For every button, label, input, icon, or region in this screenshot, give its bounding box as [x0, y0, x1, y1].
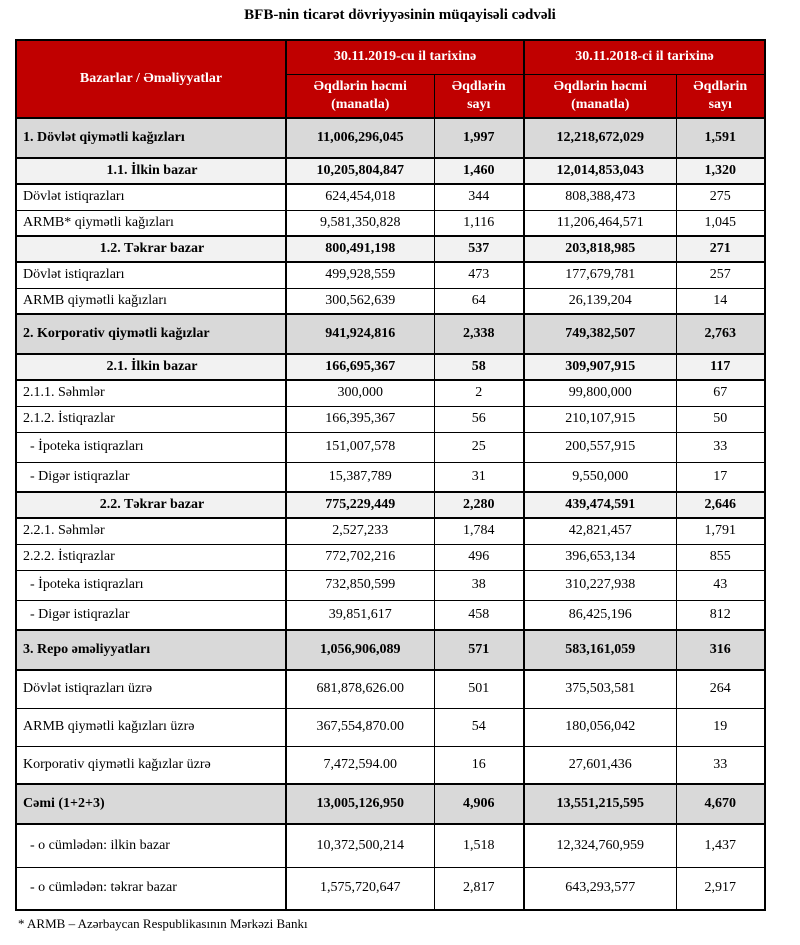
table-row	[16, 158, 765, 184]
table-row	[16, 824, 765, 867]
cell-value: 54	[434, 708, 524, 746]
cell-value: 310,227,938	[524, 570, 676, 600]
cell-value: 1,518	[434, 824, 524, 867]
cell-value: 344	[434, 184, 524, 210]
cell-value: 26,139,204	[524, 288, 676, 314]
cell-value: 2,280	[434, 492, 524, 518]
cell-value: 210,107,915	[524, 406, 676, 432]
cell-value: 309,907,915	[524, 354, 676, 380]
row-label: - Digər istiqrazlar	[16, 600, 286, 630]
cell-value: 1,045	[676, 210, 765, 236]
cell-value: 12,218,672,029	[524, 118, 676, 158]
row-label: - o cümlədən: ilkin bazar	[16, 824, 286, 867]
cell-value: 39,851,617	[286, 600, 434, 630]
cell-value: 42,821,457	[524, 518, 676, 544]
cell-value: 808,388,473	[524, 184, 676, 210]
cell-value: 56	[434, 406, 524, 432]
cell-value: 732,850,599	[286, 570, 434, 600]
cell-value: 396,653,134	[524, 544, 676, 570]
table-row	[16, 492, 765, 518]
cell-value: 583,161,059	[524, 630, 676, 670]
row-label: - Digər istiqrazlar	[16, 462, 286, 492]
row-label: Dövlət istiqrazları	[16, 184, 286, 210]
table-row	[16, 462, 765, 492]
table-body	[16, 118, 765, 910]
cell-value: 473	[434, 262, 524, 288]
table-row	[16, 118, 765, 158]
corner-header: Bazarlar / Əməliyyatlar	[16, 40, 286, 118]
row-label: 2.2. Təkrar bazar	[16, 492, 286, 518]
table-row	[16, 288, 765, 314]
cell-value: 13,005,126,950	[286, 784, 434, 824]
row-label: ARMB qiymətli kağızları üzrə	[16, 708, 286, 746]
cell-value: 772,702,216	[286, 544, 434, 570]
cell-value: 151,007,578	[286, 432, 434, 462]
cell-value: 2,338	[434, 314, 524, 354]
cell-value: 117	[676, 354, 765, 380]
cell-value: 2,527,233	[286, 518, 434, 544]
cell-value: 10,372,500,214	[286, 824, 434, 867]
cell-value: 300,000	[286, 380, 434, 406]
row-label: 2.1. İlkin bazar	[16, 354, 286, 380]
cell-value: 643,293,577	[524, 867, 676, 910]
cell-value: 264	[676, 670, 765, 708]
cell-value: 458	[434, 600, 524, 630]
cell-value: 367,554,870.00	[286, 708, 434, 746]
comparison-table	[15, 39, 766, 911]
cell-value: 67	[676, 380, 765, 406]
cell-value: 1,056,906,089	[286, 630, 434, 670]
cell-value: 1,784	[434, 518, 524, 544]
subheader-volume-2018: Əqdlərin həcmi (manatla)	[524, 74, 676, 118]
cell-value: 33	[676, 746, 765, 784]
cell-value: 855	[676, 544, 765, 570]
cell-value: 64	[434, 288, 524, 314]
cell-value: 681,878,626.00	[286, 670, 434, 708]
group-header-2019: 30.11.2019-cu il tarixinə	[286, 40, 524, 74]
cell-value: 439,474,591	[524, 492, 676, 518]
cell-value: 812	[676, 600, 765, 630]
cell-value: 300,562,639	[286, 288, 434, 314]
cell-value: 775,229,449	[286, 492, 434, 518]
cell-value: 800,491,198	[286, 236, 434, 262]
cell-value: 31	[434, 462, 524, 492]
table-row	[16, 784, 765, 824]
table-row	[16, 670, 765, 708]
row-label: Dövlət istiqrazları üzrə	[16, 670, 286, 708]
footnote: * ARMB – Azərbaycan Respublikasının Mərkəzi Bankı	[18, 916, 308, 931]
table-row	[16, 236, 765, 262]
cell-value: 25	[434, 432, 524, 462]
subheader-count-2019: Əqdlərin sayı	[434, 74, 524, 118]
page-title: BFB-nin ticarət dövriyyəsinin müqayisəli cədvəli	[244, 7, 556, 23]
subheader-volume-2019: Əqdlərin həcmi (manatla)	[286, 74, 434, 118]
row-label: 2.2.1. Səhmlər	[16, 518, 286, 544]
cell-value: 1,320	[676, 158, 765, 184]
row-label: 2. Korporativ qiymətli kağızlar	[16, 314, 286, 354]
cell-value: 941,924,816	[286, 314, 434, 354]
row-label: 3. Repo əməliyyatları	[16, 630, 286, 670]
cell-value: 58	[434, 354, 524, 380]
cell-value: 2,646	[676, 492, 765, 518]
row-label: - İpoteka istiqrazları	[16, 432, 286, 462]
cell-value: 19	[676, 708, 765, 746]
table-row	[16, 570, 765, 600]
cell-value: 624,454,018	[286, 184, 434, 210]
cell-value: 4,670	[676, 784, 765, 824]
cell-value: 16	[434, 746, 524, 784]
row-label: 1. Dövlət qiymətli kağızları	[16, 118, 286, 158]
cell-value: 1,437	[676, 824, 765, 867]
cell-value: 1,460	[434, 158, 524, 184]
cell-value: 7,472,594.00	[286, 746, 434, 784]
cell-value: 38	[434, 570, 524, 600]
cell-value: 2,917	[676, 867, 765, 910]
cell-value: 1,791	[676, 518, 765, 544]
cell-value: 50	[676, 406, 765, 432]
table-row	[16, 708, 765, 746]
cell-value: 9,581,350,828	[286, 210, 434, 236]
row-label: 2.1.2. İstiqrazlar	[16, 406, 286, 432]
cell-value: 2,763	[676, 314, 765, 354]
table-row	[16, 354, 765, 380]
cell-value: 257	[676, 262, 765, 288]
table-row	[16, 314, 765, 354]
cell-value: 203,818,985	[524, 236, 676, 262]
cell-value: 4,906	[434, 784, 524, 824]
cell-value: 10,205,804,847	[286, 158, 434, 184]
row-label: - İpoteka istiqrazları	[16, 570, 286, 600]
cell-value: 14	[676, 288, 765, 314]
cell-value: 86,425,196	[524, 600, 676, 630]
row-label: 1.1. İlkin bazar	[16, 158, 286, 184]
table-row	[16, 210, 765, 236]
cell-value: 27,601,436	[524, 746, 676, 784]
cell-value: 200,557,915	[524, 432, 676, 462]
table-row	[16, 630, 765, 670]
row-label: ARMB qiymətli kağızları	[16, 288, 286, 314]
table-row	[16, 262, 765, 288]
table-row	[16, 867, 765, 910]
row-label: 1.2. Təkrar bazar	[16, 236, 286, 262]
table-row	[16, 380, 765, 406]
subheader-count-2018: Əqdlərin sayı	[676, 74, 765, 118]
row-label: 2.2.2. İstiqrazlar	[16, 544, 286, 570]
table-row	[16, 544, 765, 570]
table-row	[16, 406, 765, 432]
cell-value: 13,551,215,595	[524, 784, 676, 824]
row-label: Cəmi (1+2+3)	[16, 784, 286, 824]
header-date-row	[16, 40, 765, 74]
cell-value: 15,387,789	[286, 462, 434, 492]
table-row	[16, 184, 765, 210]
cell-value: 11,206,464,571	[524, 210, 676, 236]
cell-value: 180,056,042	[524, 708, 676, 746]
cell-value: 12,014,853,043	[524, 158, 676, 184]
table-row	[16, 518, 765, 544]
cell-value: 9,550,000	[524, 462, 676, 492]
cell-value: 43	[676, 570, 765, 600]
cell-value: 12,324,760,959	[524, 824, 676, 867]
row-label: Korporativ qiymətli kağızlar üzrə	[16, 746, 286, 784]
cell-value: 99,800,000	[524, 380, 676, 406]
table-header	[16, 40, 765, 118]
cell-value: 1,575,720,647	[286, 867, 434, 910]
row-label: - o cümlədən: təkrar bazar	[16, 867, 286, 910]
cell-value: 1,997	[434, 118, 524, 158]
cell-value: 2	[434, 380, 524, 406]
row-label: 2.1.1. Səhmlər	[16, 380, 286, 406]
cell-value: 1,116	[434, 210, 524, 236]
cell-value: 271	[676, 236, 765, 262]
cell-value: 17	[676, 462, 765, 492]
cell-value: 537	[434, 236, 524, 262]
cell-value: 166,395,367	[286, 406, 434, 432]
table-row	[16, 432, 765, 462]
row-label: ARMB* qiymətli kağızları	[16, 210, 286, 236]
cell-value: 275	[676, 184, 765, 210]
cell-value: 375,503,581	[524, 670, 676, 708]
cell-value: 166,695,367	[286, 354, 434, 380]
cell-value: 11,006,296,045	[286, 118, 434, 158]
group-header-2018: 30.11.2018-ci il tarixinə	[524, 40, 765, 74]
cell-value: 33	[676, 432, 765, 462]
cell-value: 496	[434, 544, 524, 570]
cell-value: 177,679,781	[524, 262, 676, 288]
cell-value: 316	[676, 630, 765, 670]
cell-value: 2,817	[434, 867, 524, 910]
cell-value: 1,591	[676, 118, 765, 158]
cell-value: 571	[434, 630, 524, 670]
cell-value: 749,382,507	[524, 314, 676, 354]
table-row	[16, 600, 765, 630]
table-row	[16, 746, 765, 784]
cell-value: 499,928,559	[286, 262, 434, 288]
cell-value: 501	[434, 670, 524, 708]
row-label: Dövlət istiqrazları	[16, 262, 286, 288]
